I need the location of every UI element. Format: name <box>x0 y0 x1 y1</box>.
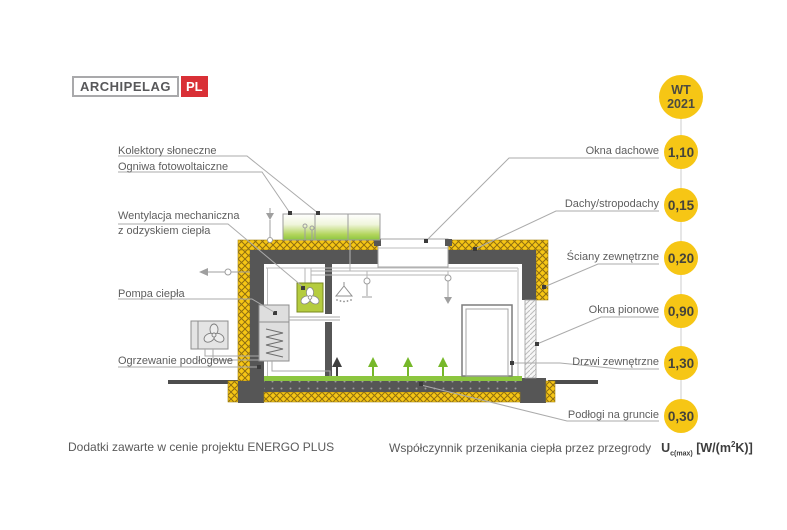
heat-recovery-unit <box>297 283 323 312</box>
label-solar-collectors: Kolektory słoneczne <box>118 145 217 157</box>
label-external-walls: Ściany zewnętrzne <box>566 251 659 263</box>
supply-grille-icon <box>362 278 372 297</box>
label-photovoltaic-cells: Ogniwa fotowoltaiczne <box>118 161 229 173</box>
uvalue-ground-floors: 0,30 <box>664 399 698 433</box>
logo-brand: ARCHIPELAG <box>72 76 179 97</box>
uvalue-roof-windows: 1,10 <box>664 135 698 169</box>
footer-coefficient-caption: Współczynnik przenikania ciepła przez przegrody $U_{c(max)}$ $[W/(m^2K)]$ <box>389 440 753 458</box>
extract-grille-icon <box>444 275 452 304</box>
label-vertical-windows: Okna pionowe <box>588 304 659 316</box>
label-roof-windows: Okna dachowe <box>585 145 659 157</box>
label-mechanical-ventilation: Wentylacja mechaniczna z odzyskiem ciepła <box>118 210 240 237</box>
uvalue-external-walls: 0,20 <box>664 241 698 275</box>
label-heat-pump: Pompa ciepła <box>118 288 185 300</box>
air-intake-icon <box>266 208 274 243</box>
label-ground-floors: Podłogi na gruncie <box>567 409 659 421</box>
footer-note: Dodatki zawarte w cenie projektu ENERGO PLUS <box>68 440 335 454</box>
u-coefficient-unit: $[W/(m^2K)]$ <box>696 440 753 456</box>
archipelag-logo <box>72 76 208 97</box>
uvalue-external-doors: 1,30 <box>664 346 698 380</box>
wt-2021-badge: WT 2021 <box>659 75 703 119</box>
uvalue-vertical-windows: 0,90 <box>664 294 698 328</box>
label-roofs: Dachy/stropodachy <box>564 198 659 210</box>
heat-pump-unit <box>259 305 289 361</box>
logo-country-badge: PL <box>181 76 208 97</box>
uvalue-roofs: 0,15 <box>664 188 698 222</box>
u-coefficient-symbol: $U_{c(max)}$ $[W/(m^2K)]$ <box>661 440 753 458</box>
label-floor-heating: Ogrzewanie podłogowe <box>118 355 233 367</box>
outdoor-unit <box>191 321 228 349</box>
label-external-doors: Drzwi zewnętrzne <box>572 356 659 368</box>
solar-panels <box>283 214 380 240</box>
shower-icon <box>336 282 352 302</box>
